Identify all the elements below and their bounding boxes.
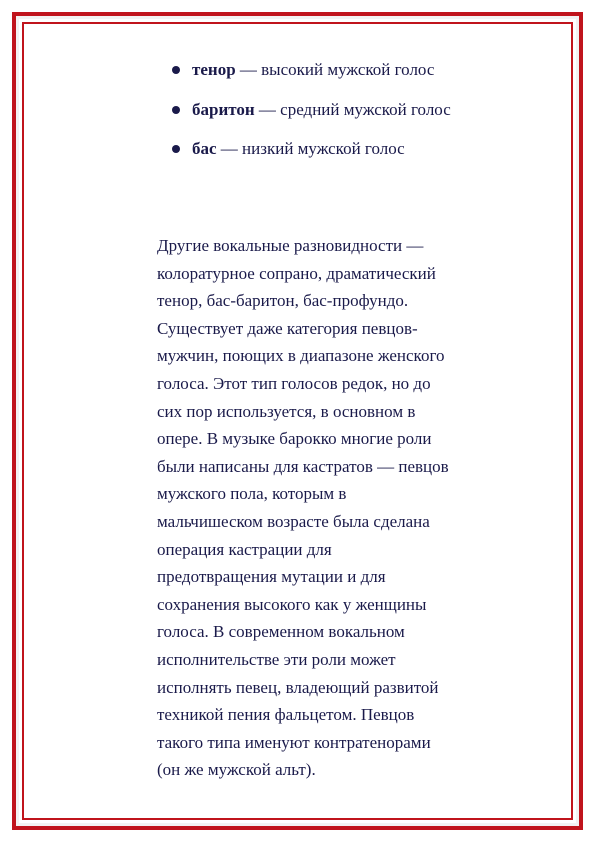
paragraph-line: тенор, бас-баритон, бас-профундо. <box>157 291 409 311</box>
list-item <box>170 100 451 140</box>
paragraph-line: были написаны для кастратов — певцов <box>157 456 449 476</box>
paragraph-line: мальчишеском возрасте была сделана <box>157 511 430 531</box>
voice-types-list <box>170 60 451 179</box>
paragraph-line: сих пор используется, в основном в <box>157 401 416 421</box>
paragraph-line: голоса. Этот тип голосов редок, но до <box>157 373 431 393</box>
voice-description: — высокий мужской голос <box>235 60 435 79</box>
paragraph-line: Другие вокальные разновидности — <box>157 236 424 255</box>
bullet-icon <box>172 66 180 74</box>
paragraph-line: техникой пения фальцетом. Певцов <box>157 705 415 725</box>
paragraph-line: такого типа именуют контратенорами <box>157 732 431 752</box>
voice-description: — средний мужской голос <box>254 99 451 119</box>
paragraph-line: операция кастрации для <box>157 539 332 559</box>
paragraph-line: предотвращения мутации и для <box>157 567 386 587</box>
paragraph-line: колоратурное сопрано, драматический <box>157 263 436 283</box>
paragraph-line: мужского пола, которым в <box>157 484 347 504</box>
paragraph-line: исполнительстве эти роли может <box>157 649 396 669</box>
paragraph-line: опере. В музыке барокко многие роли <box>157 429 432 449</box>
paragraph-line: (он же мужской альт). <box>157 760 316 780</box>
voice-description: — низкий мужской голос <box>216 139 405 158</box>
bullet-icon <box>172 145 180 153</box>
body-paragraph <box>157 232 517 784</box>
paragraph-line: исполнять певец, владеющий развитой <box>157 677 439 697</box>
bullet-icon <box>172 106 180 114</box>
list-item <box>170 60 451 100</box>
paragraph-line: сохранения высокого как у женщины <box>157 594 427 614</box>
list-item <box>170 139 451 179</box>
paragraph-line: Существует даже категория певцов- <box>157 318 418 338</box>
paragraph-line: голоса. В современном вокальном <box>157 622 405 642</box>
voice-term: тенор <box>192 60 236 79</box>
paragraph-line: мужчин, поющих в диапазоне женского <box>157 346 445 366</box>
voice-term: бас <box>192 139 217 158</box>
voice-term: баритон <box>192 99 255 119</box>
